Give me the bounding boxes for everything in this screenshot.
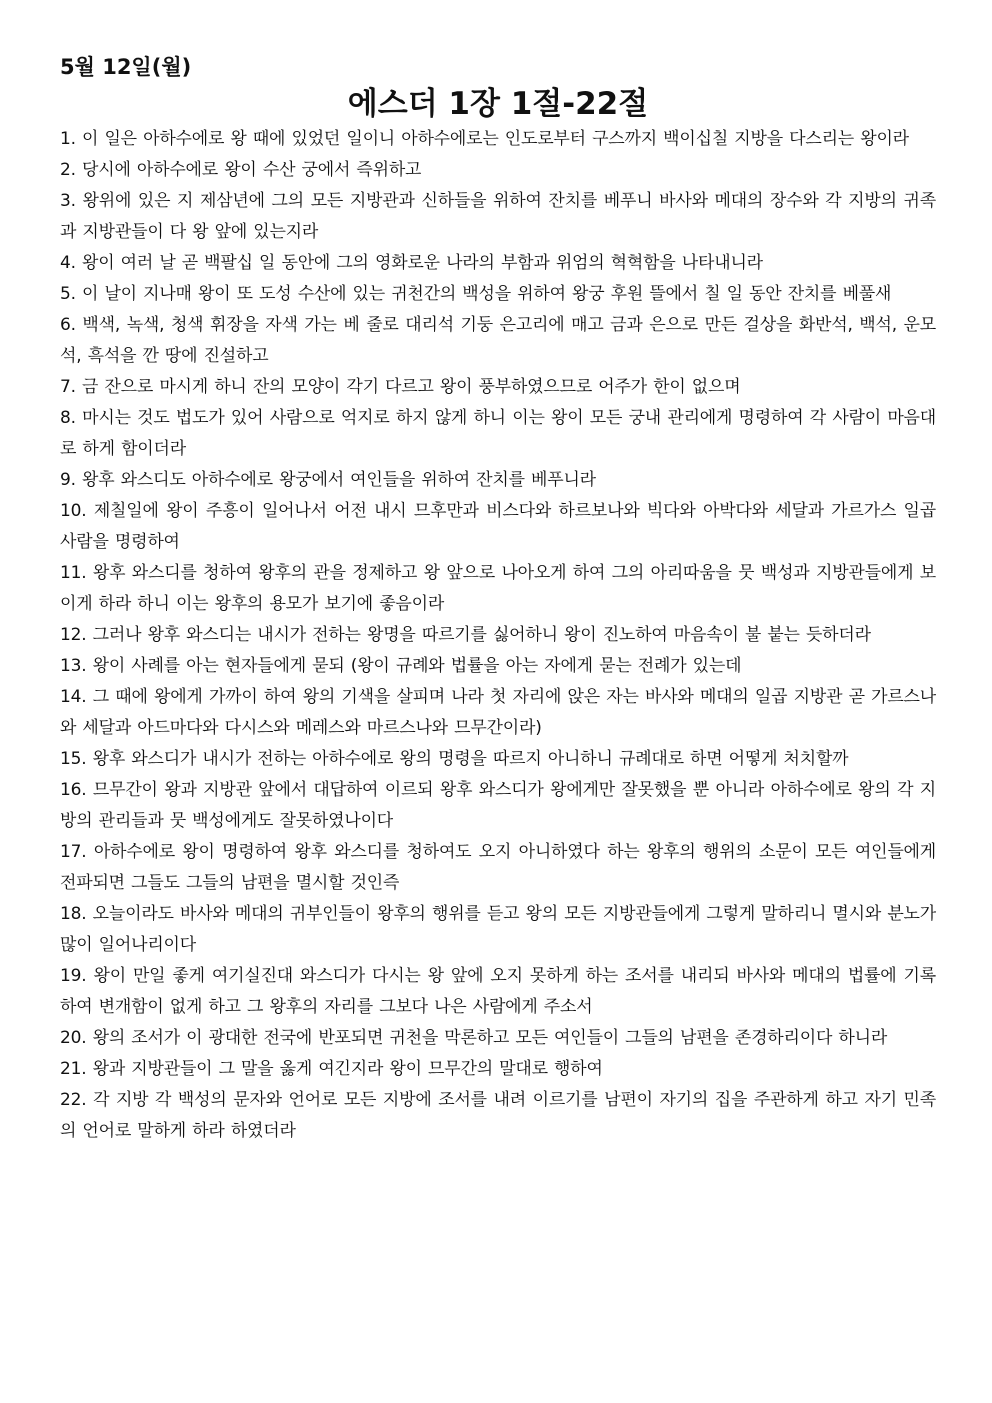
verse-14: 14. 그 때에 왕에게 가까이 하여 왕의 기색을 살피며 나라 첫 자리에 앉은 자는 바사와 메대의 일곱 지방관 곧 가르스나와 세달과 아드마다와 다시스와 메레스와 마르스나와 므무간이라) — [60, 687, 936, 738]
verse-11: 11. 왕후 와스디를 청하여 왕후의 관을 정제하고 왕 앞으로 나아오게 하여 그의 아리따움을 뭇 백성과 지방관들에게 보이게 하라 하니 이는 왕후의 용모가 보기에 좋음이라 — [60, 563, 936, 614]
verse-9: 9. 왕후 와스디도 아하수에로 왕궁에서 여인들을 위하여 잔치를 베푸니라 — [60, 470, 596, 490]
verse-17: 17. 아하수에로 왕이 명령하여 왕후 와스디를 청하여도 오지 아니하였다 하는 왕후의 행위의 소문이 모든 여인들에게 전파되면 그들도 그들의 남편을 멸시할 것인즉 — [60, 842, 936, 893]
verse-12: 12. 그러나 왕후 와스디는 내시가 전하는 왕명을 따르기를 싫어하니 왕이 진노하여 마음속이 불 붙는 듯하더라 — [60, 625, 871, 645]
verse-1: 1. 이 일은 아하수에로 왕 때에 있었던 일이니 아하수에로는 인도로부터 구스까지 백이십칠 지방을 다스리는 왕이라 — [60, 129, 909, 149]
verse-5: 5. 이 날이 지나매 왕이 또 도성 수산에 있는 귀천간의 백성을 위하여 왕궁 후원 뜰에서 칠 일 동안 잔치를 베풀새 — [60, 284, 892, 304]
verse-16: 16. 므무간이 왕과 지방관 앞에서 대답하여 이르되 왕후 와스디가 왕에게만 잘못했을 뿐 아니라 아하수에로 왕의 각 지방의 관리들과 뭇 백성에게도 잘못하였나이다 — [60, 780, 936, 831]
verse-7: 7. 금 잔으로 마시게 하니 잔의 모양이 각기 다르고 왕이 풍부하였으므로 어주가 한이 없으며 — [60, 377, 741, 397]
verse-21: 21. 왕과 지방관들이 그 말을 옳게 여긴지라 왕이 므무간의 말대로 행하여 — [60, 1059, 603, 1079]
verse-22: 22. 각 지방 각 백성의 문자와 언어로 모든 지방에 조서를 내려 이르기를 남편이 자기의 집을 주관하게 하고 자기 민족의 언어로 말하게 하라 하였더라 — [60, 1090, 936, 1141]
verse-15: 15. 왕후 와스디가 내시가 전하는 아하수에로 왕의 명령을 따르지 아니하니 규례대로 하면 어떻게 처치할까 — [60, 749, 849, 769]
verse-10: 10. 제칠일에 왕이 주흥이 일어나서 어전 내시 므후만과 비스다와 하르보나와 빅다와 아박다와 세달과 가르가스 일곱 사람을 명령하여 — [60, 501, 936, 552]
reading-date: 5월 12일(월) — [60, 55, 192, 79]
passage-title: 에스더 1장 1절-22절 — [347, 86, 649, 122]
verse-8: 8. 마시는 것도 법도가 있어 사람으로 억지로 하지 않게 하니 이는 왕이 모든 궁내 관리에게 명령하여 각 사람이 마음대로 하게 함이더라 — [60, 408, 936, 459]
verse-4: 4. 왕이 여러 날 곧 백팔십 일 동안에 그의 영화로운 나라의 부함과 위엄의 혁혁함을 나타내니라 — [60, 253, 763, 273]
verse-2: 2. 당시에 아하수에로 왕이 수산 궁에서 즉위하고 — [60, 160, 422, 180]
verse-18: 18. 오늘이라도 바사와 메대의 귀부인들이 왕후의 행위를 듣고 왕의 모든 지방관들에게 그렇게 말하리니 멸시와 분노가 많이 일어나리이다 — [60, 904, 936, 955]
verse-19: 19. 왕이 만일 좋게 여기실진대 와스디가 다시는 왕 앞에 오지 못하게 하는 조서를 내리되 바사와 메대의 법률에 기록하여 변개함이 없게 하고 그 왕후의 자리를 그보다 나은 사람에게 주소서 — [60, 966, 936, 1017]
verse-3: 3. 왕위에 있은 지 제삼년에 그의 모든 지방관과 신하들을 위하여 잔치를 베푸니 바사와 메대의 장수와 각 지방의 귀족과 지방관들이 다 왕 앞에 있는지라 — [60, 191, 936, 242]
verse-13: 13. 왕이 사례를 아는 현자들에게 묻되 (왕이 규례와 법률을 아는 자에게 묻는 전례가 있는데 — [60, 656, 742, 676]
document-page — [60, 50, 936, 1147]
verse-list — [60, 124, 936, 1147]
verse-20: 20. 왕의 조서가 이 광대한 전국에 반포되면 귀천을 막론하고 모든 여인들이 그들의 남편을 존경하리이다 하니라 — [60, 1028, 888, 1048]
verse-6: 6. 백색, 녹색, 청색 휘장을 자색 가는 베 줄로 대리석 기둥 은고리에 매고 금과 은으로 만든 걸상을 화반석, 백석, 운모석, 흑석을 깐 땅에 진설하고 — [60, 315, 936, 366]
